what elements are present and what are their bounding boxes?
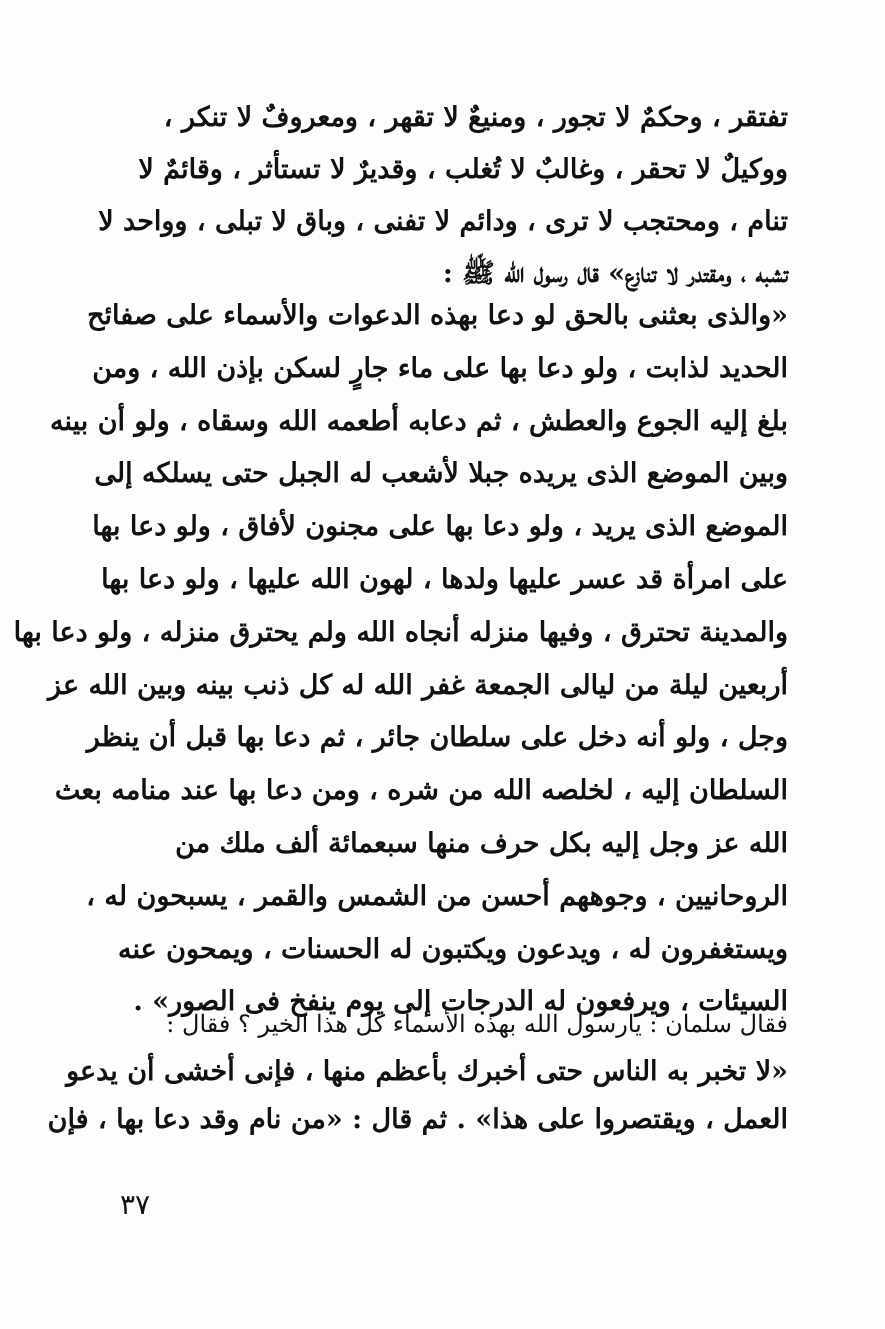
text-line: وجل ، ولو أنه دخل على سلطان جائر ، ثم دعا بها قبل أن ينظر — [86, 722, 788, 754]
text-line: العمل ، ويقتصروا على هذا» . ثم قال : «من نام وقد دعا بها ، فإن — [47, 1104, 788, 1135]
text-line: والمدينة تحترق ، وفيها منزله أنجاه الله ولم يحترق منزله ، ولو دعا بها — [13, 616, 788, 648]
text-line: تشبه ، ومقتدر لا تنازع» قال رسول الله ﷺ : — [442, 258, 788, 289]
text-line: الروحانيين ، وجوههم أحسن من الشمس والقمر ، يسبحون له ، — [86, 880, 788, 912]
text-line: الله عز وجل إليه بكل حرف منها سبعمائة ألف ملك من — [175, 827, 788, 859]
salman-question-paragraph — [47, 1000, 788, 1144]
text-line: الموضع الذى يريد ، ولو دعا بها على مجنون لأفاق ، ولو دعا بها — [92, 511, 788, 543]
text-line: «لا تخبر به الناس حتى أخبرك بأعظم منها ، فإنى أخشى أن يدعو — [66, 1056, 788, 1087]
text-line: وبين الموضع الذى يريده جبلا لأشعب له الجبل حتى يسلكه إلى — [94, 458, 788, 490]
text-line: الحديد لذابت ، ولو دعا بها على ماء جارٍ لسكن بإذن الله ، ومن — [92, 352, 788, 384]
text-line: «والذى بعثنى بالحق لو دعا بهذه الدعوات والأسماء على صفائح — [87, 300, 788, 331]
text-line: تفتقر ، وحكمٌ لا تجور ، ومنيعٌ لا تقهر ، ومعروفٌ لا تنكر ، — [163, 102, 788, 133]
paragraph-continuation — [98, 92, 788, 300]
text-line: على امرأة قد عسر عليها ولدها ، لهون الله عليها ، ولو دعا بها — [101, 563, 788, 595]
text-line: السلطان إليه ، لخلصه الله من شره ، ومن دعا بها عند منامه بعث — [54, 775, 788, 807]
text-line-intro: فقال سلمان : يارسول الله بهذه الأسماء كل هذا الخير ؟ فقال : — [166, 1010, 788, 1038]
text-line: السيئات ، ويرفعون له الدرجات إلى يوم ينفخ فى الصور» . — [133, 986, 788, 1018]
hadith-quote-paragraph — [13, 290, 788, 1029]
text-line: ووكيلٌ لا تحقر ، وغالبٌ لا تُغلب ، وقديرٌ لا تستأثر ، وقائمٌ لا — [138, 154, 788, 185]
text-line: أربعين ليلة من ليالى الجمعة غفر الله له كل ذنب بينه وبين الله عز — [48, 669, 788, 701]
text-line: ويستغفرون له ، ويدعون ويكتبون له الحسنات ، ويمحون عنه — [118, 933, 788, 965]
text-line: تنام ، ومحتجب لا ترى ، ودائم لا تفنى ، وباق لا تبلى ، وواحد لا — [98, 206, 788, 237]
page-number: ٣٧ — [120, 1188, 151, 1221]
text-line: بلغ إليه الجوع والعطش ، ثم دعابه أطعمه الله وسقاه ، ولو أن بينه — [50, 405, 788, 437]
